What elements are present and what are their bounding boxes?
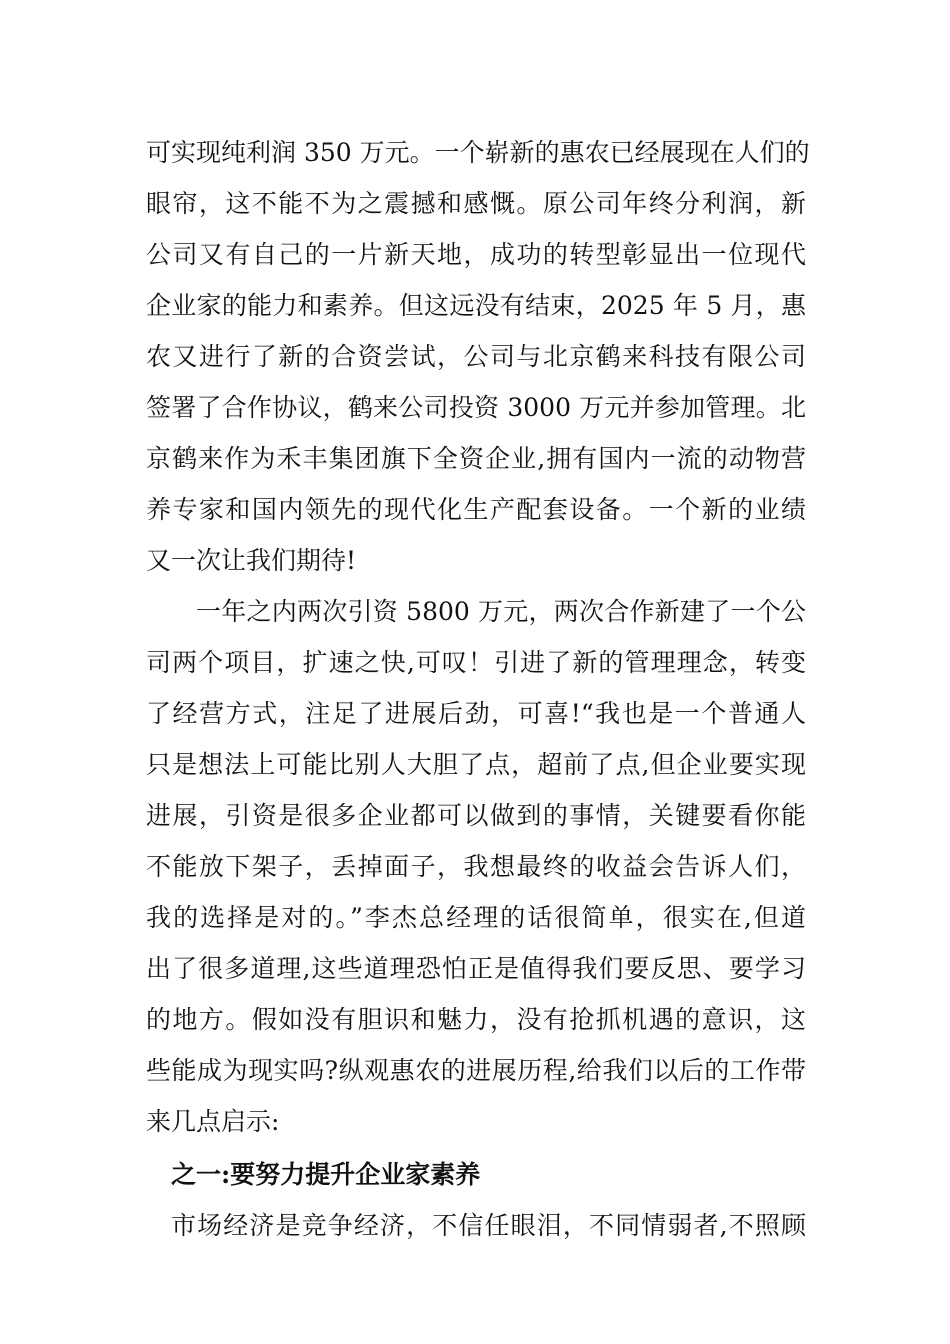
paragraph-1-line-2: 眼帘，这不能不为之震撼和感慨。原公司年终分利润，新 [146,189,806,218]
paragraph-1-line-1: 可实现纯利润 350 万元。一个崭新的惠农已经展现在人们的 [146,138,810,167]
paragraph-2-line-4: 只是想法上可能比别人大胆了点，超前了点,但企业要实现 [146,750,806,779]
paragraph-1-line-3: 公司又有自己的一片新天地，成功的转型彰显出一位现代 [146,240,806,269]
paragraph-2-line-1: 一年之内两次引资 5800 万元，两次合作新建了一个公 [196,597,806,626]
paragraph-2-line-3: 了经营方式，注足了进展后劲，可喜!“我也是一个普通人 [146,699,806,728]
paragraph-2-line-7: 我的选择是对的。”李杰总经理的话很简单，很实在,但道 [146,903,806,932]
paragraph-2-line-9: 的地方。假如没有胆识和魅力，没有抢抓机遇的意识，这 [146,1005,806,1034]
paragraph-2-line-10: 些能成为现实吗?纵观惠农的进展历程,给我们以后的工作带 [146,1056,806,1085]
section-heading: 之一:要努力提升企业家素养 [171,1160,481,1189]
paragraph-2-line-5: 进展，引资是很多企业都可以做到的事情，关键要看你能 [146,801,806,830]
paragraph-3-line-1: 市场经济是竞争经济，不信任眼泪，不同情弱者,不照顾 [171,1211,806,1240]
paragraph-2-line-6: 不能放下架子，丢掉面子，我想最终的收益会告诉人们， [146,852,806,881]
paragraph-2-line-11: 来几点启示: [146,1107,280,1136]
paragraph-1-line-4: 企业家的能力和素养。但这远没有结束，2025 年 5 月，惠 [146,291,806,320]
paragraph-1-line-6: 签署了合作协议，鹤来公司投资 3000 万元并参加管理。北 [146,393,806,422]
paragraph-1-line-8: 养专家和国内领先的现代化生产配套设备。一个新的业绩 [146,495,806,524]
paragraph-1-line-7: 京鹤来作为禾丰集团旗下全资企业,拥有国内一流的动物营 [146,444,806,473]
paragraph-2-line-2: 司两个项目，扩速之快,可叹！引进了新的管理理念，转变 [146,648,806,677]
paragraph-2-line-8: 出了很多道理,这些道理恐怕正是值得我们要反思、要学习 [146,954,806,983]
paragraph-1-line-5: 农又进行了新的合资尝试，公司与北京鹤来科技有限公司 [146,342,806,371]
paragraph-1-line-9: 又一次让我们期待! [146,546,357,575]
